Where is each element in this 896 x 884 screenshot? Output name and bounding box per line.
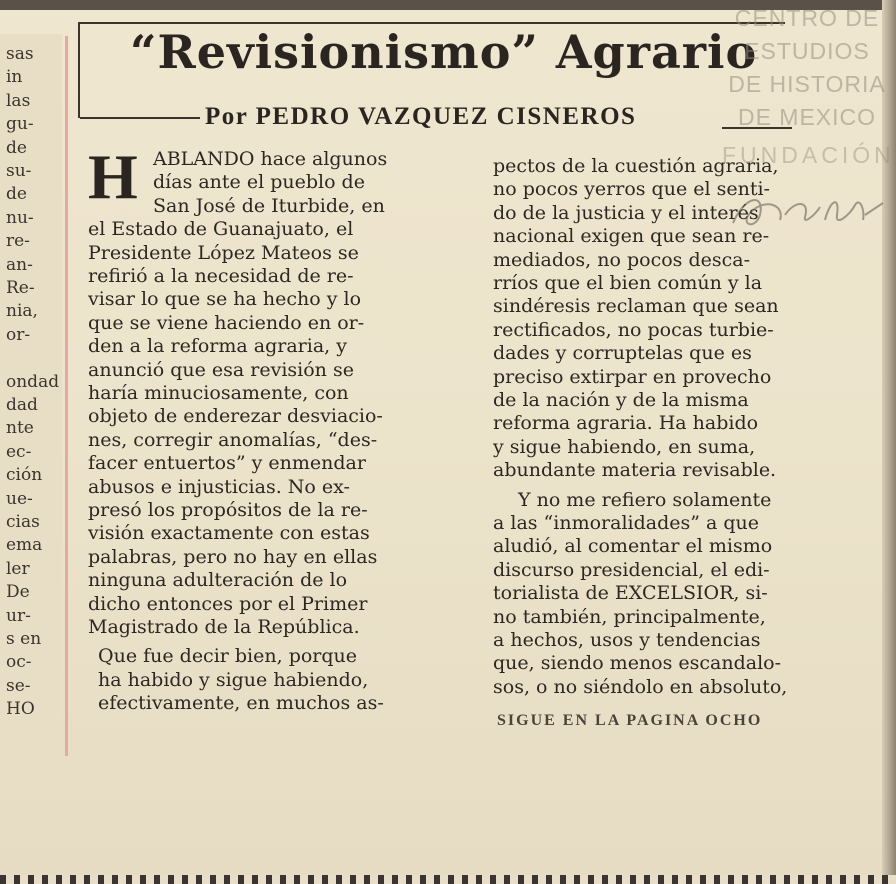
text-line: ler xyxy=(6,558,30,579)
text-line: dades y corruptelas que es xyxy=(493,342,752,365)
text-line: do de la justicia y el interés xyxy=(493,201,759,224)
text-line: an- xyxy=(6,254,33,275)
text-line: que, siendo menos escandalo- xyxy=(493,652,782,675)
text-line: a las “inmoralidades” a que xyxy=(493,512,760,534)
text-line: discurso presidencial, el edi- xyxy=(493,558,770,581)
archive-watermark xyxy=(722,2,892,134)
text-line: rríos que el bien común y la xyxy=(493,272,763,294)
watermark-foundation: FUNDACIÓN xyxy=(722,142,895,168)
text-line: ondad xyxy=(6,371,60,392)
text-line: no también, principalmente, xyxy=(493,605,766,628)
text-line: ur- xyxy=(6,605,31,626)
text-line: anunció que esa revisión se xyxy=(88,358,354,381)
text-line: abusos e injusticias. No ex- xyxy=(88,475,350,498)
text-line: presó los propósitos de la re- xyxy=(88,499,368,521)
text-line: preciso extirpar en provecho xyxy=(493,365,772,388)
adjacent-column-fragment xyxy=(0,34,62,754)
text-line: dicho entonces por el Primer xyxy=(88,592,368,615)
text-line: el Estado de Guanajuato, el xyxy=(88,218,354,241)
text-line: gu- xyxy=(6,114,34,135)
watermark-line: CENTRO DE xyxy=(734,5,880,31)
text-line: Magistrado de la República. xyxy=(88,616,360,638)
text-line: Presidente López Mateos se xyxy=(88,241,359,264)
continued-line: SIGUE EN LA PAGINA OCHO xyxy=(497,712,763,729)
byline: Por PEDRO VAZQUEZ CISNEROS xyxy=(205,103,637,130)
text-line: ema xyxy=(6,535,43,556)
text-line: nte xyxy=(6,418,34,439)
text-line: de la nación y de la misma xyxy=(493,389,749,411)
text-line: de xyxy=(6,184,27,205)
text-line: no pocos yerros que el senti- xyxy=(493,178,770,201)
text-line: De xyxy=(6,582,30,603)
text-line: las xyxy=(6,90,31,111)
text-line: a hechos, usos y tendencias xyxy=(493,629,761,651)
text-line: aludió, al comentar el mismo xyxy=(493,535,773,558)
text-line: Re- xyxy=(6,278,35,298)
text-line: mediados, no pocos desca- xyxy=(493,248,750,271)
text-line: dad xyxy=(6,395,38,415)
text-line: ec- xyxy=(6,441,32,462)
text-line: de xyxy=(6,137,27,158)
text-line: palabras, pero no hay en ellas xyxy=(88,545,378,568)
text-line: reforma agraria. Ha habido xyxy=(493,412,759,435)
text-line: sos, o no siéndolo en absoluto, xyxy=(493,675,788,698)
text-line: re- xyxy=(6,231,30,252)
drop-cap: H xyxy=(88,141,138,212)
text-line: abundante materia revisable. xyxy=(493,459,777,482)
text-line: ue- xyxy=(6,488,33,509)
text-line: nacional exigen que sean re- xyxy=(493,225,770,248)
text-line: Y no me refiero solamente xyxy=(518,488,772,511)
text-line: HO xyxy=(6,699,35,720)
handwritten-signature xyxy=(725,185,890,235)
headline: “Revisionismo” Agrario xyxy=(130,25,758,79)
text-line: sindéresis reclaman que sean xyxy=(493,295,779,318)
text-line: den a la reforma agraria, y xyxy=(88,335,347,358)
text-line: refirió a la necesidad de re- xyxy=(88,265,354,287)
text-line: oc- xyxy=(6,652,32,673)
text-line: rectificados, no pocas turbie- xyxy=(493,318,774,341)
watermark-line: DE HISTORIA xyxy=(728,71,886,97)
text-line: ción xyxy=(6,465,43,486)
text-line: objeto de enderezar desviacio- xyxy=(88,405,383,428)
text-line: cias xyxy=(6,512,40,532)
text-line: días ante el pueblo de xyxy=(153,171,365,194)
text-line: ha habido y sigue habiendo, xyxy=(98,668,369,691)
text-line: se- xyxy=(6,675,31,696)
text-line: Que fue decir bien, porque xyxy=(98,645,358,668)
text-line: in xyxy=(6,67,23,88)
text-line: que se viene haciendo en or- xyxy=(88,311,365,334)
text-line: nu- xyxy=(6,207,34,228)
text-line: visión exactamente con estas xyxy=(88,522,370,545)
text-line: visar lo que se ha hecho y lo xyxy=(88,288,362,311)
watermark-line: DE MEXICO xyxy=(737,104,877,130)
text-line: torialista de EXCELSIOR, si- xyxy=(493,582,768,605)
text-line: haría minuciosamente, con xyxy=(88,382,349,404)
text-line: San José de Iturbide, en xyxy=(153,194,385,217)
byline-rule-left xyxy=(80,117,200,119)
text-line: su- xyxy=(6,161,32,181)
text-line: facer entuertos” y enmendar xyxy=(88,452,366,475)
text-line: ABLANDO hace algunos xyxy=(153,148,388,170)
red-margin-line xyxy=(65,36,68,756)
text-line: y sigue habiendo, en suma, xyxy=(493,435,756,458)
text-line: or- xyxy=(6,324,31,345)
text-line: nia, xyxy=(6,301,38,322)
bottom-torn-edge xyxy=(0,875,896,884)
text-line: s en xyxy=(6,629,42,649)
watermark-line: ESTUDIOS xyxy=(744,38,870,64)
text-line: sas xyxy=(6,44,34,64)
text-line: efectivamente, en muchos as- xyxy=(98,692,384,715)
text-line: nes, corregir anomalías, “des- xyxy=(88,428,378,451)
text-line: pectos de la cuestión agraria, xyxy=(493,155,779,177)
text-line: ninguna adulteración de lo xyxy=(88,569,348,592)
